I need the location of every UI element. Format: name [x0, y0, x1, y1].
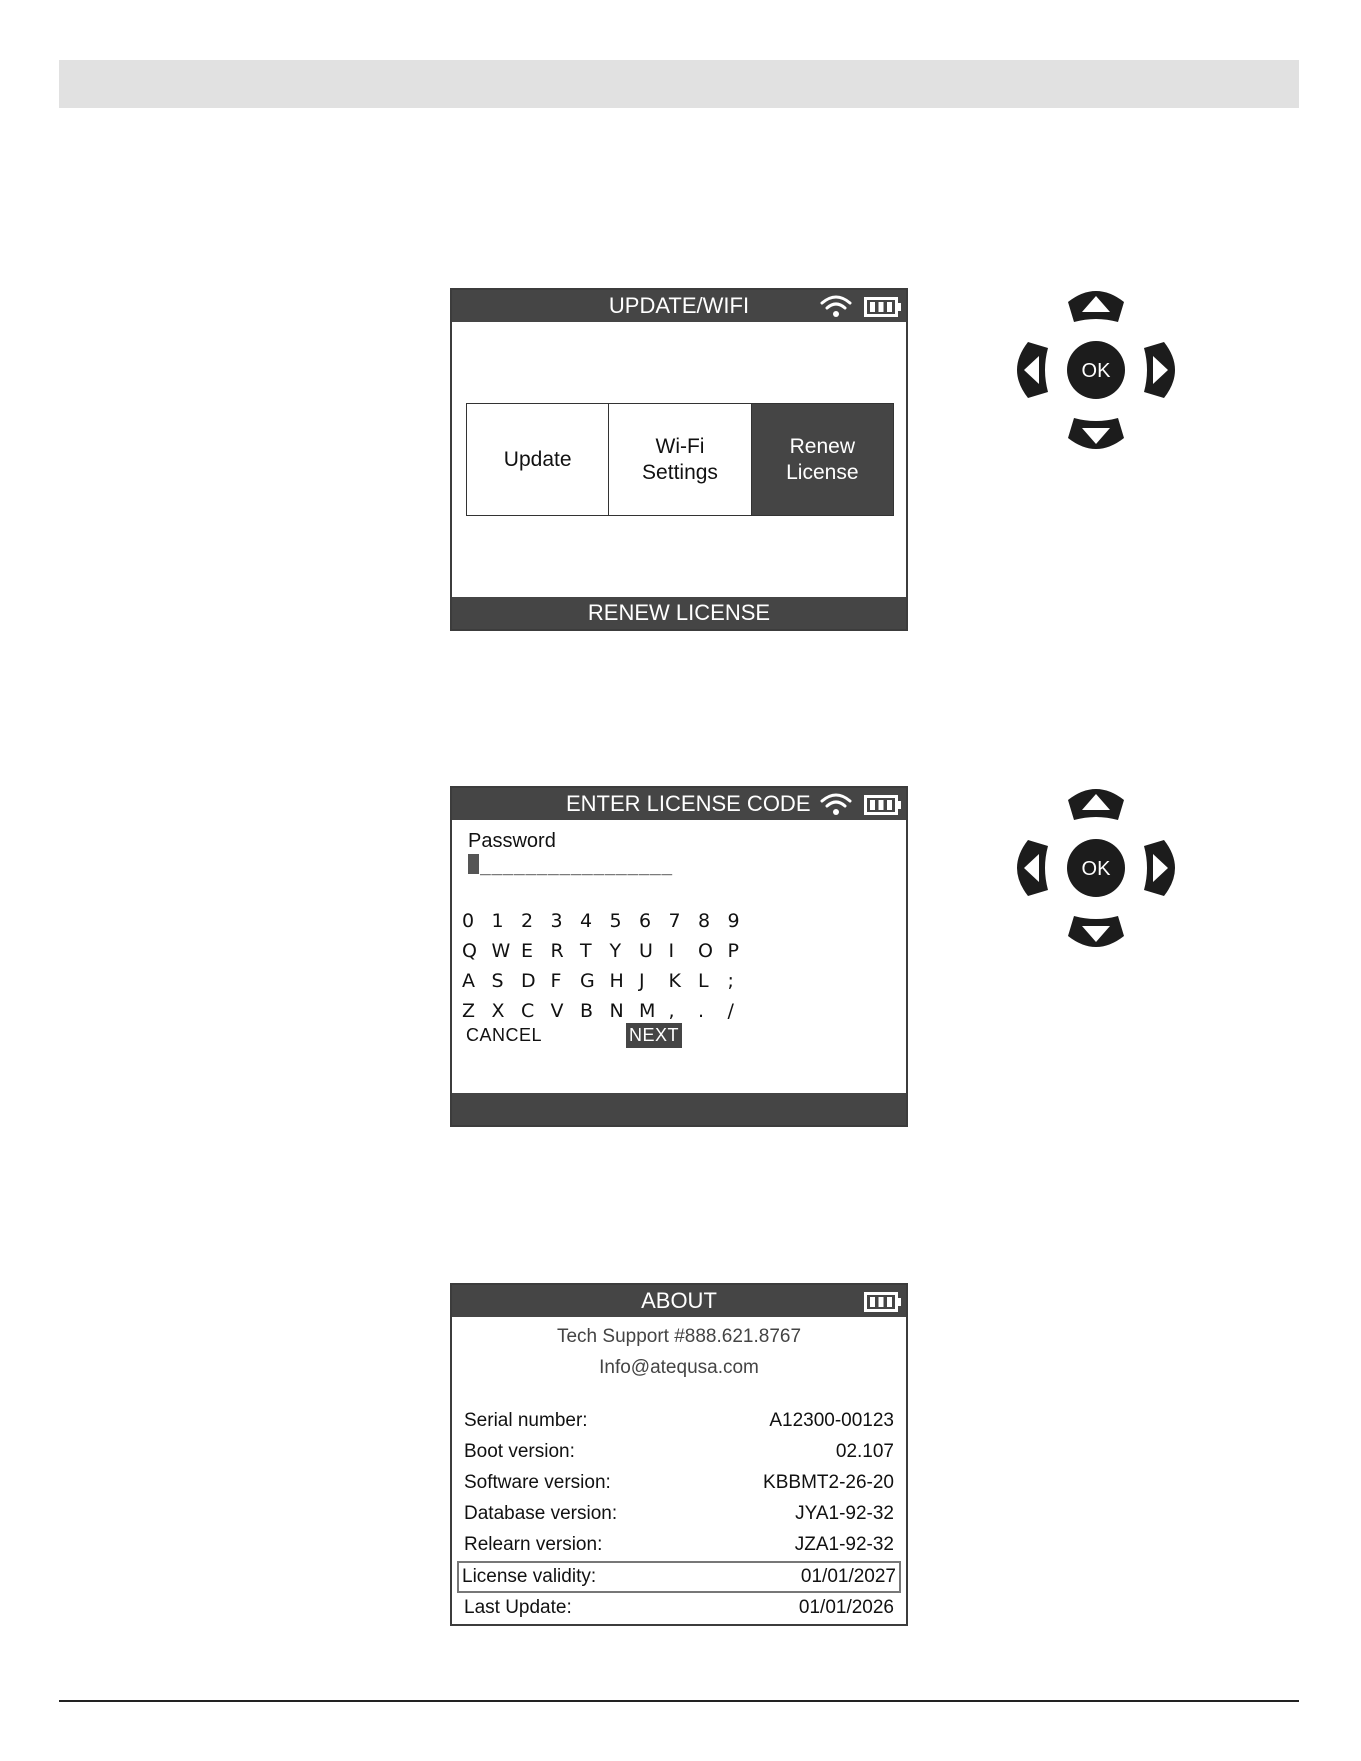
- page-header-band: [59, 60, 1299, 108]
- info-value: 02.107: [835, 1441, 894, 1462]
- keyboard-row: [462, 966, 757, 996]
- info-value: JZA1-92-32: [794, 1534, 894, 1555]
- menu-tile-renew-license[interactable]: Renew License: [752, 404, 893, 515]
- key[interactable]: /: [727, 1000, 734, 1022]
- key[interactable]: T: [580, 940, 592, 962]
- right-arrow-icon[interactable]: [1144, 840, 1175, 896]
- key[interactable]: 6: [639, 910, 652, 932]
- info-label: Relearn version:: [464, 1534, 603, 1555]
- screen-title: ABOUT: [641, 1288, 717, 1313]
- screen-enter-license-code: [450, 786, 908, 1127]
- down-arrow-icon[interactable]: [1068, 916, 1124, 947]
- battery-icon: [864, 1292, 902, 1312]
- cancel-button[interactable]: CANCEL: [466, 1025, 543, 1045]
- battery-icon: [864, 795, 902, 815]
- dpad: [1010, 284, 1182, 456]
- down-arrow-icon[interactable]: [1068, 418, 1124, 449]
- title-bar: [452, 788, 906, 820]
- info-row-relearn: [464, 1531, 894, 1559]
- ok-button-label: OK: [1081, 360, 1111, 382]
- key[interactable]: 9: [727, 910, 740, 932]
- title-bar: [452, 1285, 906, 1317]
- key[interactable]: H: [609, 970, 624, 992]
- tech-support-phone: Tech Support #888.621.8767: [556, 1326, 802, 1347]
- key[interactable]: 0: [462, 910, 475, 932]
- right-arrow-icon[interactable]: [1144, 342, 1175, 398]
- key[interactable]: U: [639, 940, 653, 962]
- info-row-boot: [464, 1438, 894, 1466]
- key[interactable]: Y: [609, 940, 622, 962]
- text-cursor: [468, 854, 479, 874]
- password-placeholder: _________________: [480, 855, 673, 876]
- key[interactable]: G: [580, 970, 595, 992]
- key[interactable]: 1: [491, 910, 504, 932]
- key[interactable]: I: [668, 940, 675, 962]
- info-value: A12300-00123: [769, 1410, 894, 1431]
- info-label: Last Update:: [464, 1597, 572, 1618]
- password-label: Password: [468, 830, 556, 852]
- footer-rule: [59, 1700, 1299, 1702]
- menu-tiles: [466, 403, 894, 516]
- info-value: KBBMT2-26-20: [763, 1472, 894, 1493]
- status-bar: [452, 1093, 906, 1125]
- screen-update-wifi: [450, 288, 908, 631]
- key[interactable]: .: [698, 1000, 705, 1022]
- key[interactable]: 7: [668, 910, 681, 932]
- key[interactable]: X: [491, 1000, 505, 1022]
- key[interactable]: E: [521, 940, 534, 962]
- keyboard-row: [462, 996, 757, 1026]
- info-row-software: [464, 1469, 894, 1497]
- battery-icon: [864, 297, 902, 317]
- up-arrow-icon[interactable]: [1068, 291, 1124, 322]
- left-arrow-icon[interactable]: [1017, 342, 1048, 398]
- status-bar: RENEW LICENSE: [452, 597, 906, 629]
- support-email: Info@atequsa.com: [599, 1357, 759, 1378]
- keyboard-row: [462, 906, 757, 936]
- info-label: Serial number:: [464, 1410, 588, 1431]
- dpad: [1010, 782, 1182, 954]
- title-bar: [452, 290, 906, 322]
- key[interactable]: Z: [462, 1000, 476, 1022]
- screen-title: UPDATE/WIFI: [608, 293, 750, 318]
- key[interactable]: R: [550, 940, 564, 962]
- info-label: Database version:: [464, 1503, 618, 1524]
- info-row-serial: [464, 1407, 894, 1435]
- keyboard-row: [462, 936, 757, 966]
- info-value: 01/01/2026: [798, 1597, 894, 1618]
- key[interactable]: 8: [698, 910, 711, 932]
- on-screen-keyboard: [462, 906, 757, 1026]
- wifi-icon: [820, 792, 852, 816]
- key[interactable]: J: [639, 970, 645, 992]
- key[interactable]: B: [580, 1000, 594, 1022]
- key[interactable]: L: [698, 970, 709, 992]
- screen-title: ENTER LICENSE CODE: [566, 791, 811, 816]
- key[interactable]: ;: [727, 970, 734, 992]
- ok-button-label: OK: [1081, 858, 1111, 880]
- key[interactable]: S: [491, 970, 504, 992]
- info-label: License validity:: [462, 1566, 597, 1587]
- info-row-license-validity: [459, 1563, 899, 1591]
- key[interactable]: 2: [521, 910, 534, 932]
- info-row-last-update: [464, 1594, 894, 1622]
- info-value: 01/01/2027: [800, 1566, 896, 1587]
- key[interactable]: ,: [668, 1000, 675, 1022]
- key[interactable]: M: [639, 1000, 656, 1022]
- key[interactable]: O: [698, 940, 713, 962]
- info-label: Boot version:: [464, 1441, 575, 1462]
- key[interactable]: A: [462, 970, 475, 992]
- wifi-icon: [820, 294, 852, 318]
- menu-tile-wifi-settings[interactable]: Wi-Fi Settings: [609, 404, 751, 515]
- screen-about: [450, 1283, 908, 1626]
- up-arrow-icon[interactable]: [1068, 789, 1124, 820]
- key[interactable]: 4: [580, 910, 593, 932]
- key[interactable]: D: [521, 970, 536, 992]
- info-row-database: [464, 1500, 894, 1528]
- key[interactable]: K: [668, 970, 681, 992]
- key[interactable]: P: [727, 940, 739, 962]
- key[interactable]: Q: [462, 940, 477, 962]
- info-value: JYA1-92-32: [795, 1503, 894, 1524]
- menu-tile-update[interactable]: Update: [467, 404, 609, 515]
- key[interactable]: C: [521, 1000, 535, 1022]
- key[interactable]: 3: [550, 910, 563, 932]
- key[interactable]: V: [550, 1000, 564, 1022]
- next-button[interactable]: NEXT: [626, 1023, 682, 1048]
- key[interactable]: 5: [609, 910, 622, 932]
- password-input[interactable]: [468, 854, 673, 876]
- left-arrow-icon[interactable]: [1017, 840, 1048, 896]
- key[interactable]: F: [550, 970, 562, 992]
- key[interactable]: N: [609, 1000, 624, 1022]
- info-label: Software version:: [464, 1472, 611, 1493]
- key[interactable]: W: [491, 940, 511, 962]
